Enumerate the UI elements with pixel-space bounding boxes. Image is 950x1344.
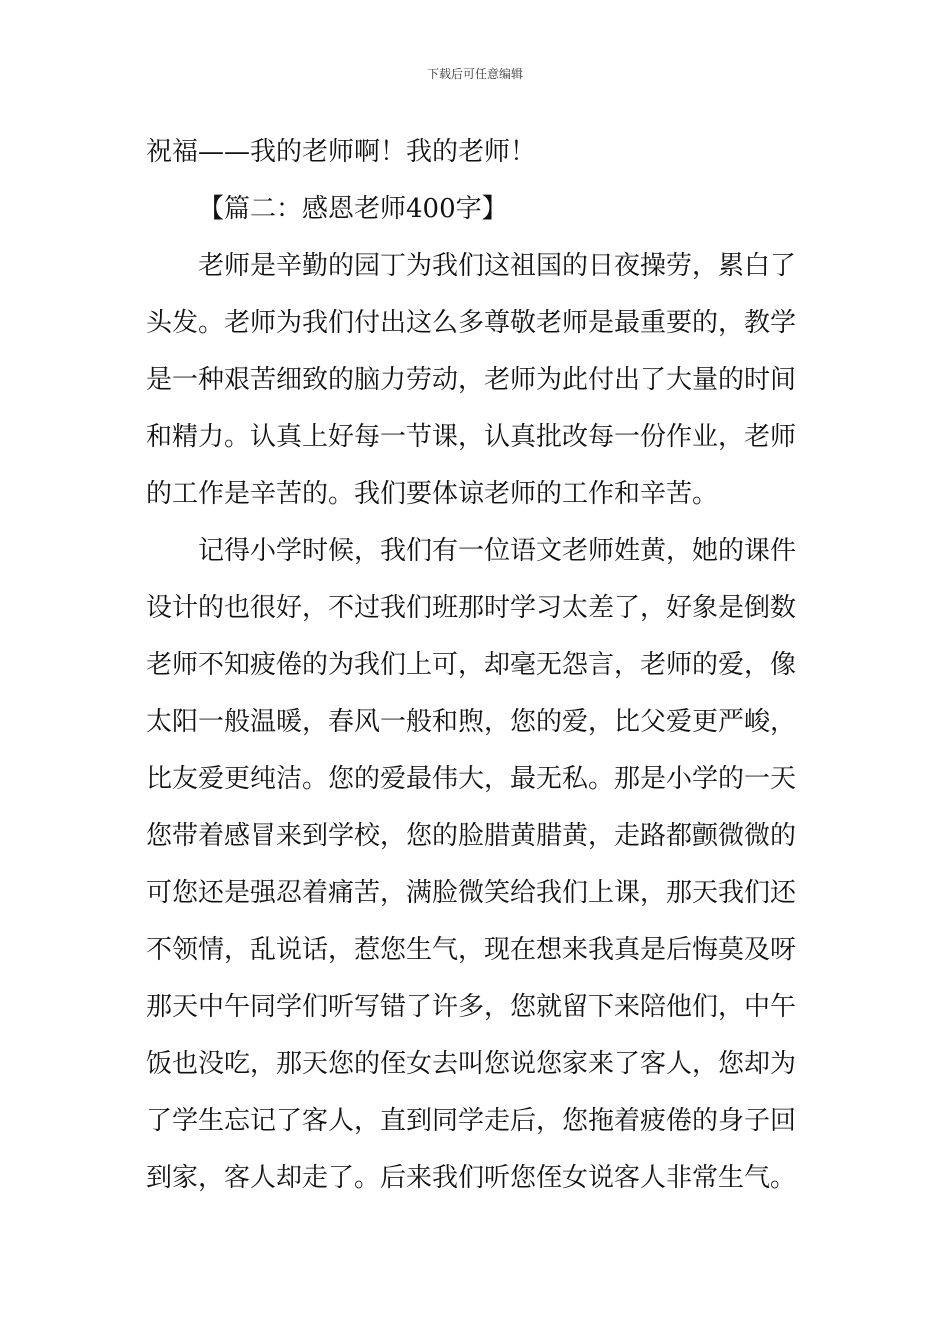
text-line: 记得小学时候，我们有一位语文老师姓黄，她的课件 <box>198 536 797 566</box>
text-line: 的工作是辛苦的。我们要体谅老师的工作和辛苦。 <box>146 479 719 509</box>
text-line: 到家，客人却走了。后来我们听您侄女说客人非常生气。 <box>146 1163 797 1193</box>
text-line: 不领情，乱说话，惹您生气，现在想来我真是后悔莫及呀 <box>146 935 797 965</box>
section-heading: 【篇二：感恩老师400字】 <box>198 194 508 224</box>
text-line: 和精力。认真上好每一节课，认真批改每一份作业，老师 <box>146 422 797 452</box>
text-line: 那天中午同学们听写错了许多，您就留下来陪他们，中午 <box>146 992 797 1022</box>
text-line: 头发。老师为我们付出这么多尊敬老师是最重要的，教学 <box>146 308 797 338</box>
text-line: 祝福——我的老师啊！我的老师！ <box>146 137 537 167</box>
text-line: 老师是辛勤的园丁为我们这祖国的日夜操劳，累白了 <box>198 251 797 281</box>
text-line: 老师不知疲倦的为我们上可，却毫无怨言，老师的爱，像 <box>146 650 797 680</box>
text-line: 可您还是强忍着痛苦，满脸微笑给我们上课，那天我们还 <box>146 878 797 908</box>
page-header: 下载后可任意编辑 <box>426 67 523 81</box>
text-line: 您带着感冒来到学校，您的脸腊黄腊黄，走路都颤微微的 <box>146 821 797 851</box>
text-line: 太阳一般温暖，春风一般和煦，您的爱，比父爱更严峻， <box>146 707 797 737</box>
text-line: 饭也没吃，那天您的侄女去叫您说您家来了客人，您却为 <box>146 1049 797 1079</box>
text-line: 是一种艰苦细致的脑力劳动，老师为此付出了大量的时间 <box>146 365 797 395</box>
text-line: 比友爱更纯洁。您的爱最伟大，最无私。那是小学的一天 <box>146 764 797 794</box>
text-line: 了学生忘记了客人，直到同学走后，您拖着疲倦的身子回 <box>146 1106 797 1136</box>
text-line: 设计的也很好，不过我们班那时学习太差了，好象是倒数 <box>146 593 797 623</box>
